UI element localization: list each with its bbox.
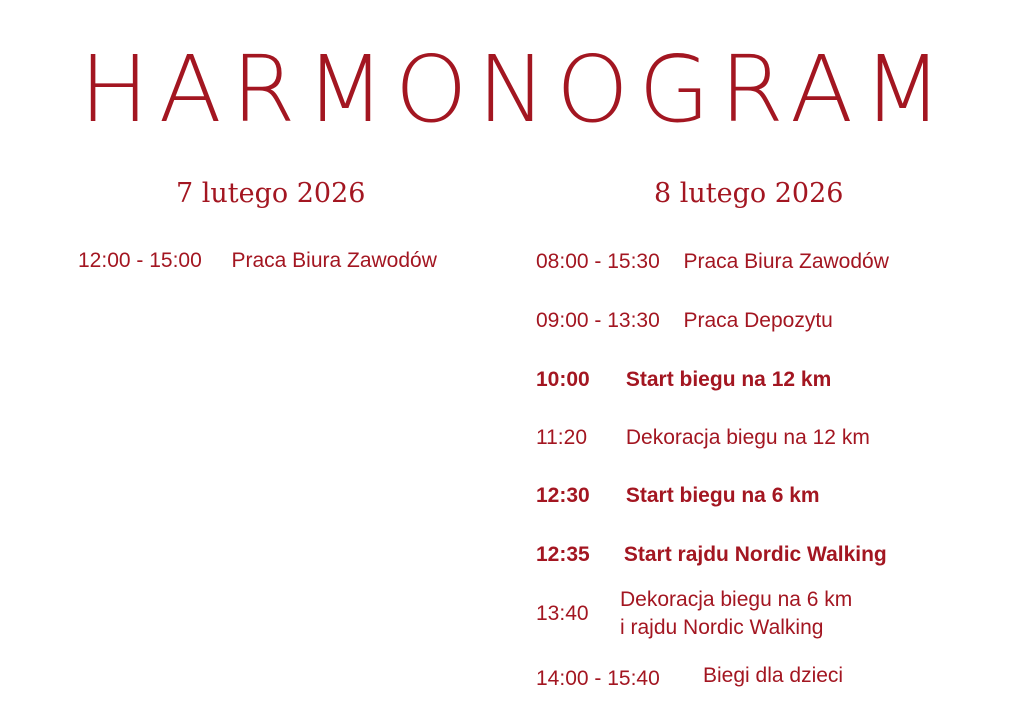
- schedule-row: [536, 483, 820, 509]
- day-2-heading: 8 lutego 2026: [654, 178, 844, 209]
- schedule-row: [536, 249, 889, 275]
- schedule-row: [536, 367, 831, 393]
- event-label: Start rajdu Nordic Walking: [623, 543, 887, 566]
- event-label-multiline: [620, 586, 852, 642]
- schedule-row: [536, 425, 870, 451]
- schedule-row: [536, 666, 660, 692]
- event-time: 12:35: [536, 543, 590, 566]
- event-time: 09:00 - 13:30: [536, 309, 660, 332]
- schedule-row: [78, 248, 437, 274]
- event-time: 11:20: [536, 426, 587, 449]
- event-time: 10:00: [536, 368, 590, 391]
- event-time: 14:00 - 15:40: [536, 667, 660, 690]
- page-title: HARMONOGRAM: [79, 36, 953, 143]
- event-label-line-1: Dekoracja biegu na 6 km: [620, 588, 853, 611]
- schedule-row: [536, 308, 833, 334]
- event-time: 08:00 - 15:30: [536, 250, 660, 273]
- event-label-line-2: i rajdu Nordic Walking: [620, 616, 824, 639]
- day-1-heading: 7 lutego 2026: [176, 178, 366, 209]
- event-label: Start biegu na 12 km: [625, 368, 832, 391]
- event-time: 12:00 - 15:00: [78, 249, 202, 272]
- event-label: Praca Depozytu: [683, 309, 833, 332]
- schedule-row-label: [703, 663, 843, 689]
- event-label: Praca Biura Zawodów: [231, 249, 437, 272]
- schedule-row-time: [536, 601, 589, 627]
- event-label: Start biegu na 6 km: [625, 484, 820, 507]
- schedule-row: [536, 542, 887, 568]
- event-label: Biegi dla dzieci: [703, 664, 844, 687]
- event-label: Dekoracja biegu na 12 km: [625, 426, 870, 449]
- event-time: 12:30: [536, 484, 590, 507]
- event-label: Praca Biura Zawodów: [683, 250, 889, 273]
- event-time: 13:40: [536, 602, 589, 625]
